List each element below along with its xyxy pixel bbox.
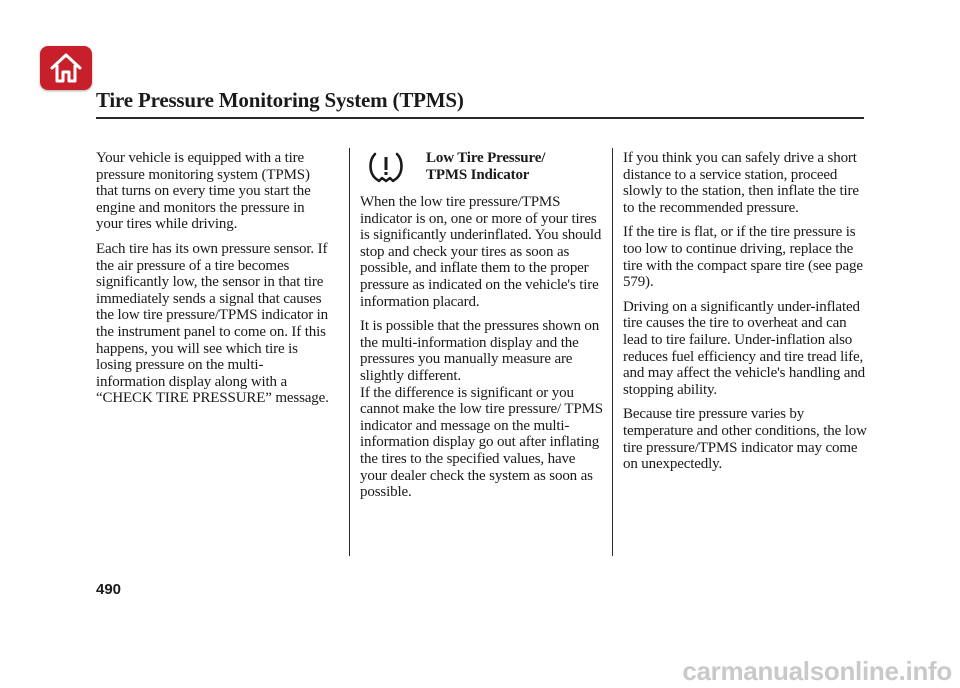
home-button[interactable] — [40, 46, 92, 90]
paragraph: When the low tire pressure/TPMS indicator is on, one or more of your tires is significantly underinflated. You should stop and check your tires as soon as possible, and inflate them to the proper pressure as indicated on the vehicle's tire information placard. — [360, 194, 602, 310]
column-3 — [623, 150, 868, 481]
indicator-title — [426, 150, 545, 183]
column-divider — [612, 148, 613, 556]
column-divider — [349, 148, 350, 556]
indicator-title-line: Low Tire Pressure/ — [426, 150, 546, 166]
watermark: carmanualsonline.info — [682, 656, 952, 686]
home-icon — [48, 51, 84, 85]
paragraph: If you think you can safely drive a short distance to a service station, proceed slowly to the station, then inflate the tire to the recommended pressure. — [623, 150, 859, 216]
title-divider — [96, 117, 864, 119]
page-number: 490 — [96, 581, 122, 598]
indicator-heading — [360, 150, 604, 184]
column-1 — [96, 150, 330, 415]
paragraph: It is possible that the pressures shown on the multi-information display and the pressures you manually measure are slightly different. — [360, 318, 600, 384]
paragraph: If the difference is significant or you cannot make the low tire pressure/ TPMS indicator and message on the multi-information display go out after inflating the tires to the specified values, have your dealer check the system as soon as possible. — [360, 384, 603, 501]
paragraph: Your vehicle is equipped with a tire pressure monitoring system (TPMS) that turns on every time you start the engine and monitors the pressure in your tires while driving. — [96, 150, 311, 233]
page-title: Tire Pressure Monitoring System (TPMS) — [96, 88, 464, 112]
paragraph: Each tire has its own pressure sensor. If the air pressure of a tire becomes significantly low, the sensor in that tire immediately sends a signal that causes the low tire pressure/TPMS indicator in the instrument panel to come on. If this happens, you will see which tire is losing pressure on the multi-information display along with a “CHECK TIRE PRESSURE” message. — [96, 240, 329, 407]
paragraph: If the tire is flat, or if the tire pressure is too low to continue driving, replace the tire with the compact spare tire (see page 579). — [623, 224, 863, 291]
tpms-warning-icon — [366, 150, 406, 184]
paragraph: Because tire pressure varies by temperature and other conditions, the low tire pressure/TPMS indicator may come on unexpectedly. — [623, 406, 867, 473]
column-2 — [360, 150, 604, 509]
paragraph: Driving on a significantly under-inflated tire causes the tire to overheat and can lead to tire failure. Under-inflation also reduces fuel efficiency and tire tread life, and may affect the vehicle's handling and stopping ability. — [623, 298, 866, 398]
indicator-title-line: TPMS Indicator — [426, 166, 530, 183]
